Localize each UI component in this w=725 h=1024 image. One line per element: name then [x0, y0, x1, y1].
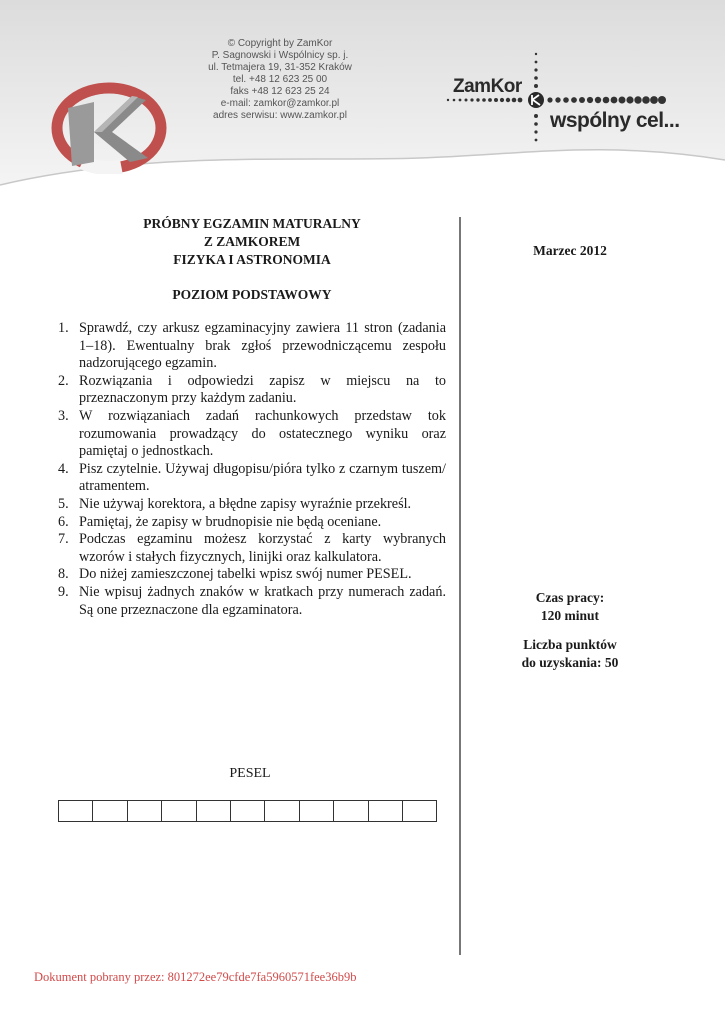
- brand-logo: [440, 48, 700, 148]
- pesel-grid: [58, 800, 437, 822]
- copyright-line: © Copyright by ZamKor: [227, 38, 333, 49]
- item-text: Rozwiązania i odpowiedzi zapisz w miejscu na to przeznaczonym przy każdym zadaniu.: [79, 372, 446, 407]
- item-number: 9.: [58, 583, 69, 600]
- exam-title: [60, 215, 444, 269]
- list-item: [58, 408, 446, 461]
- title-line: FIZYKA I ASTRONOMIA: [173, 252, 331, 267]
- pesel-digit-cell[interactable]: [403, 801, 437, 821]
- time-label: Czas pracy:: [535, 590, 605, 605]
- time-info: [470, 589, 670, 625]
- brand-dots-icon: [440, 48, 700, 148]
- list-item: [58, 584, 446, 619]
- item-text: Pamiętaj, że zapisy w brudnopisie nie będą oceniane.: [79, 513, 382, 530]
- copyright-line: faks +48 12 623 25 24: [230, 86, 330, 97]
- pesel-digit-cell[interactable]: [197, 801, 231, 821]
- item-text: W rozwiązaniach zadań rachunkowych przedstaw tok rozumowania prowadzący do ostatecznego wyniku oraz pamiętaj o jednostkach.: [79, 407, 446, 460]
- list-item: [58, 531, 446, 566]
- title-line: Z ZAMKOREM: [203, 234, 301, 249]
- list-item: [58, 514, 446, 532]
- time-value: 120 minut: [540, 608, 600, 623]
- copyright-line: e-mail: zamkor@zamkor.pl: [220, 98, 340, 109]
- copyright-block: [190, 38, 370, 122]
- list-item: [58, 496, 446, 514]
- list-item: [58, 566, 446, 584]
- item-number: 1.: [58, 320, 69, 336]
- exam-level: POZIOM PODSTAWOWY: [172, 287, 332, 302]
- pesel-digit-cell[interactable]: [59, 801, 93, 821]
- list-item: [58, 461, 446, 496]
- item-number: 2.: [58, 372, 69, 389]
- pesel-digit-cell[interactable]: [334, 801, 368, 821]
- title-line: PRÓBNY EGZAMIN MATURALNY: [143, 216, 361, 231]
- item-number: 5.: [58, 495, 69, 512]
- pesel-digit-cell[interactable]: [93, 801, 127, 821]
- item-number: 6.: [58, 513, 69, 530]
- column-divider: [459, 217, 461, 955]
- exam-date: Marzec 2012: [533, 243, 607, 258]
- pesel-digit-cell[interactable]: [300, 801, 334, 821]
- pesel-digit-cell[interactable]: [162, 801, 196, 821]
- points-label: Liczba punktów: [523, 637, 617, 652]
- item-number: 8.: [58, 566, 69, 583]
- zamkor-k-logo-icon: [50, 78, 168, 174]
- item-number: 4.: [58, 460, 69, 477]
- item-text: Do niżej zamieszczonej tabelki wpisz swój numer PESEL.: [79, 566, 412, 583]
- item-text: Podczas egzaminu możesz korzystać z karty wybranych wzorów i stałych fizycznych, linijki oraz kalkulatora.: [79, 531, 446, 565]
- item-text: Nie używaj korektora, a błędne zapisy wyraźnie przekreśl.: [79, 495, 412, 512]
- points-value: do uzyskania: 50: [521, 655, 619, 670]
- list-item: [58, 320, 446, 373]
- pesel-digit-cell[interactable]: [231, 801, 265, 821]
- item-number: 3.: [58, 407, 69, 424]
- pesel-digit-cell[interactable]: [128, 801, 162, 821]
- instructions-list: [58, 320, 446, 619]
- list-item: [58, 373, 446, 408]
- pesel-digit-cell[interactable]: [265, 801, 299, 821]
- copyright-line: tel. +48 12 623 25 00: [232, 74, 328, 85]
- pesel-label: PESEL: [229, 766, 271, 781]
- copyright-line: P. Sagnowski i Wspólnicy sp. j.: [211, 50, 349, 61]
- item-text: Sprawdź, czy arkusz egzaminacyjny zawiera 11 stron (zadania 1–18). Ewentualny brak zgłoś przewodniczącemu zespołu nadzorującego egzamin.: [79, 320, 446, 372]
- item-text: Nie wpisuj żadnych znaków w kratkach przy numerach zadań. Są one przeznaczone dla egzaminatora.: [79, 583, 446, 618]
- download-note: Dokument pobrany przez: 801272ee79cfde7fa5960571fee36b9b: [34, 970, 357, 984]
- brand-slogan: wspólny cel...: [550, 109, 680, 132]
- item-number: 7.: [58, 531, 69, 548]
- brand-name: ZamKor: [453, 76, 522, 97]
- copyright-line: ul. Tetmajera 19, 31-352 Kraków: [208, 62, 352, 73]
- points-info: [470, 636, 670, 672]
- pesel-digit-cell[interactable]: [369, 801, 403, 821]
- item-text: Pisz czytelnie. Używaj długopisu/pióra tylko z czarnym tuszem/ atramentem.: [79, 460, 446, 495]
- copyright-line: adres serwisu: www.zamkor.pl: [213, 110, 347, 121]
